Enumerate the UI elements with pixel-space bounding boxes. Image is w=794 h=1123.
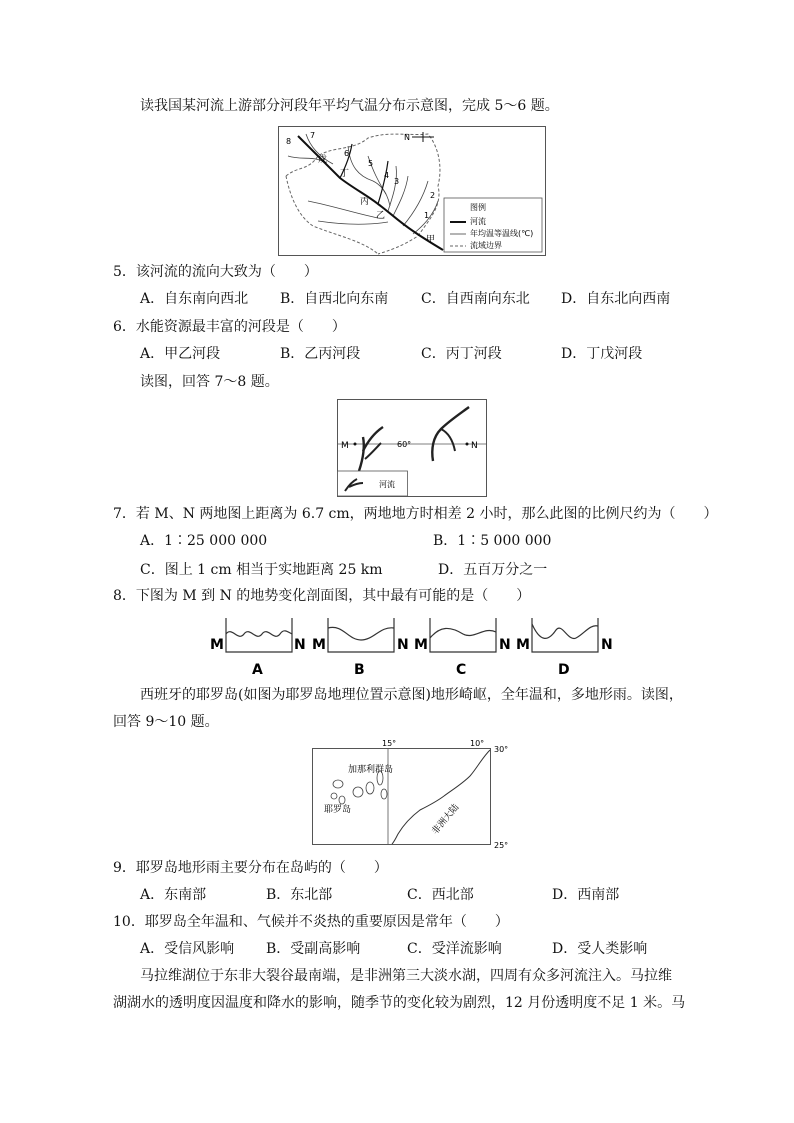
q6-option-d[interactable]: D．丁戊河段 — [561, 346, 643, 362]
question-5: 5．该河流的流向大致为（ ） — [113, 264, 318, 280]
svg-text:D: D — [558, 662, 570, 678]
question-6: 6．水能资源最丰富的河段是（ ） — [113, 319, 346, 335]
intro-5-6: 读我国某河流上游部分河段年平均气温分布示意图，完成 5～6 题。 — [140, 98, 559, 114]
question-9: 9．耶罗岛地形雨主要分布在岛屿的（ ） — [113, 860, 388, 876]
q5-option-a[interactable]: A．自东南向西北 — [140, 291, 249, 307]
svg-text:M: M — [312, 637, 326, 653]
intro-9-10-line2: 回答 9～10 题。 — [113, 714, 219, 730]
svg-text:N: N — [499, 637, 511, 653]
profile-d[interactable] — [532, 618, 598, 678]
profile-options — [208, 612, 614, 678]
svg-text:M: M — [210, 637, 224, 653]
q10-option-a[interactable]: A．受信风影响 — [140, 941, 235, 957]
place-jia: 甲 — [426, 235, 436, 245]
q9-option-d[interactable]: D．西南部 — [552, 887, 620, 903]
svg-text:5: 5 — [368, 159, 374, 168]
question-10: 10．耶罗岛全年温和、气候并不炎热的重要原因是常年（ ） — [113, 914, 509, 930]
q9-option-c[interactable]: C．西北部 — [407, 887, 474, 903]
question-7: 7．若 M、N 两地图上距离为 6.7 cm，两地地方时相差 2 小时，那么此图的比例尺约为（ ） — [113, 506, 718, 522]
svg-text:4: 4 — [384, 171, 390, 180]
svg-text:3: 3 — [394, 177, 400, 186]
profile-a[interactable] — [226, 618, 292, 678]
svg-text:N: N — [397, 637, 409, 653]
q9-option-b[interactable]: B．东北部 — [266, 887, 333, 903]
q5-option-d[interactable]: D．自东北向西南 — [561, 291, 671, 307]
q5-option-b[interactable]: B．自西北向东南 — [280, 291, 389, 307]
label-n: N — [471, 441, 478, 451]
lat-30: 30° — [494, 745, 509, 754]
svg-text:N: N — [294, 637, 306, 653]
malawi-line1: 马拉维湖位于东非大裂谷最南端，是非洲第三大淡水湖，四周有众多河流注入。马拉维 — [140, 968, 672, 984]
lon-10: 10° — [470, 739, 485, 748]
intro-9-10-line1: 西班牙的耶罗岛(如图为耶罗岛地理位置示意图)地形崎岖，全年温和，多地形雨。读图， — [140, 687, 683, 703]
q10-option-d[interactable]: D．受人类影响 — [552, 941, 648, 957]
lat-25: 25° — [494, 841, 509, 850]
svg-text:M: M — [414, 637, 428, 653]
malawi-line2: 湖湖水的透明度因温度和降水的影响，随季节的变化较为剧烈，12 月份透明度不足 1 米。马 — [113, 995, 686, 1011]
q7-option-d[interactable]: D．五百万分之一 — [438, 562, 548, 578]
label-60: 60° — [397, 440, 412, 449]
label-m: M — [341, 441, 349, 451]
question-8: 8．下图为 M 到 N 的地势变化剖面图，其中最有可能的是（ ） — [113, 588, 531, 604]
svg-text:图例: 图例 — [470, 203, 486, 212]
label-canary: 加那利群岛 — [348, 765, 394, 775]
place-bing: 丙 — [360, 197, 370, 207]
svg-text:2: 2 — [430, 191, 436, 200]
place-ding: 丁 — [340, 169, 350, 179]
q7-option-b[interactable]: B．1∶5 000 000 — [433, 533, 552, 549]
q7-option-a[interactable]: A．1∶25 000 000 — [140, 533, 268, 549]
lon-15: 15° — [382, 739, 397, 748]
mn-map — [337, 399, 487, 497]
q10-option-c[interactable]: C．受洋流影响 — [407, 941, 502, 957]
svg-text:年均温等温线(℃): 年均温等温线(℃) — [470, 229, 534, 238]
legend-river: 河流 — [379, 480, 395, 489]
place-wu: 戊 — [318, 155, 328, 165]
hierro-location-map — [312, 738, 518, 852]
svg-text:流域边界: 流域边界 — [470, 241, 502, 250]
intro-7-8: 读图，回答 7～8 题。 — [140, 374, 279, 390]
q7-option-c[interactable]: C．图上 1 cm 相当于实地距离 25 km — [140, 562, 383, 578]
label-hierro: 耶罗岛 — [324, 805, 352, 815]
svg-text:N: N — [601, 637, 613, 653]
label-africa: 非洲大陆 — [430, 802, 462, 837]
north-label: N — [404, 133, 410, 142]
contour-8: 8 — [286, 137, 292, 146]
q6-option-a[interactable]: A．甲乙河段 — [140, 346, 221, 362]
q5-option-c[interactable]: C．自西南向东北 — [421, 291, 530, 307]
river-isotherm-map — [278, 126, 546, 256]
profile-c[interactable] — [430, 618, 496, 678]
svg-text:7: 7 — [310, 131, 316, 140]
q6-option-c[interactable]: C．丙丁河段 — [421, 346, 502, 362]
q10-option-b[interactable]: B．受副高影响 — [266, 941, 361, 957]
svg-text:A: A — [252, 662, 263, 678]
map-legend — [444, 198, 542, 252]
svg-text:M: M — [516, 637, 530, 653]
svg-text:C: C — [456, 662, 467, 678]
svg-text:1: 1 — [424, 211, 430, 220]
svg-text:B: B — [354, 662, 365, 678]
q6-option-b[interactable]: B．乙丙河段 — [280, 346, 361, 362]
place-yi: 乙 — [376, 211, 386, 221]
svg-text:河流: 河流 — [470, 217, 486, 226]
svg-text:6: 6 — [344, 149, 350, 158]
q9-option-a[interactable]: A．东南部 — [140, 887, 207, 903]
profile-b[interactable] — [328, 618, 394, 678]
